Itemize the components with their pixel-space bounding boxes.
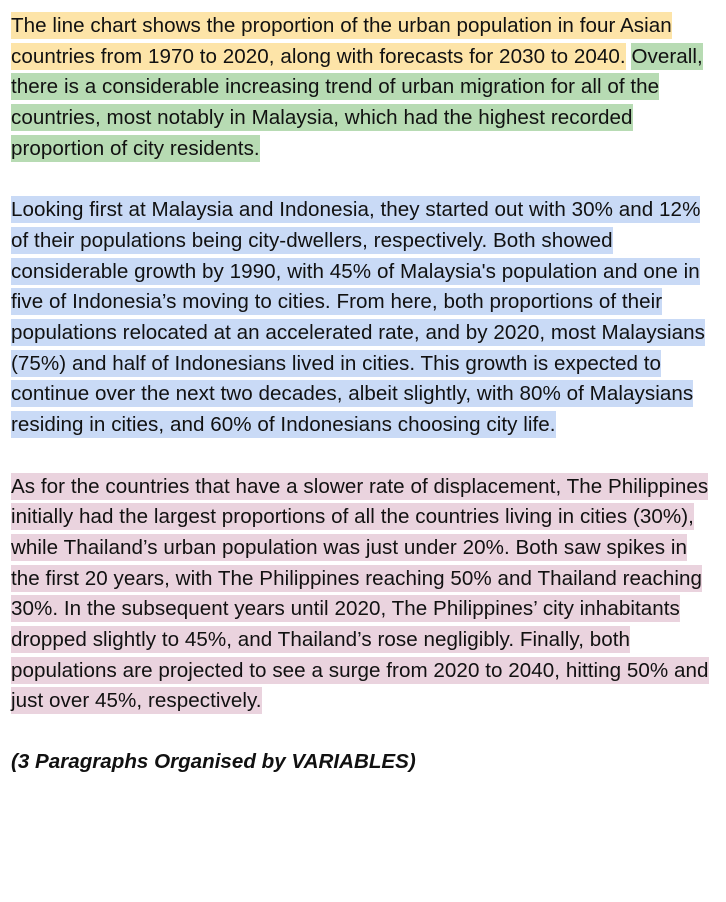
body-paragraph-2-text: As for the countries that have a slower rate of displacement, The Philippines initially had the largest proportions of all the countries living in cities (30%), while Thailand’s urban population was just under 20%. Both saw spikes in the first 20 years, with The Philippines reaching 50% and Thailand reaching 30%. In the subsequent years until 2020, The Philippines’ city inhabitants dropped slightly to 45%, and Thailand’s rose negligibly. Finally, both populations are projected to see a surge from 2020 to 2040, hitting 50% and just over 45%, respectively. bbox=[11, 474, 709, 713]
paragraph-malaysia-indonesia bbox=[11, 195, 711, 441]
essay-document bbox=[11, 11, 711, 778]
body-paragraph-1-text: Looking first at Malaysia and Indonesia, they started out with 30% and 12% of their populations being city-dwellers, respectively. Both showed considerable growth by 1990, with 45% of Malaysia's population and one in five of Indonesia’s moving to cities. From here, both proportions of their populations relocated at an accelerated rate, and by 2020, most Malaysians (75%) and half of Indonesians lived in cities. This growth is expected to continue over the next two decades, albeit slightly, with 80% of Malaysians residing in cities, and 60% of Indonesians choosing city life. bbox=[11, 198, 706, 437]
paragraph-philippines-thailand bbox=[11, 472, 711, 718]
paragraph-introduction-overview bbox=[11, 11, 711, 165]
structure-note: (3 Paragraphs Organised by VARIABLES) bbox=[11, 750, 416, 774]
overview-sentence: Overall, there is a considerable increasing trend of urban migration for all of the countries, most notably in Malaysia, which had the highest recorded proportion of city residents. bbox=[11, 44, 703, 160]
introduction-sentence: The line chart shows the proportion of the urban population in four Asian countries from 1970 to 2020, along with forecasts for 2030 to 2040. bbox=[11, 14, 672, 68]
